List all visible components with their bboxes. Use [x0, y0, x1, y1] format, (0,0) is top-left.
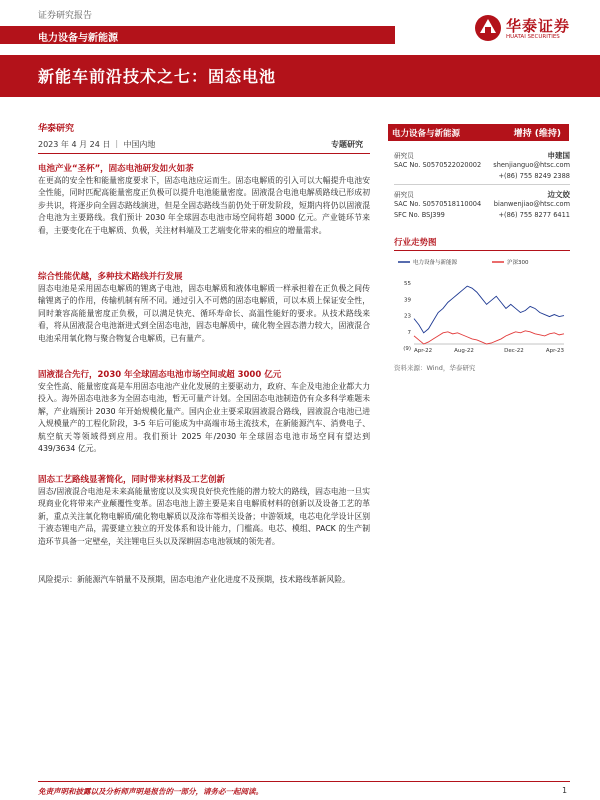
analyst-card-2 [394, 189, 570, 222]
legend-label: 电力设备与新能源 [413, 260, 458, 266]
sector-bar [0, 26, 395, 44]
analyst-role: 研究员 [394, 191, 414, 199]
report-category-label: 证券研究报告 [38, 11, 93, 21]
analyst-sac: SAC No. S0570518110004 [394, 200, 482, 208]
chart-legend [398, 258, 529, 266]
report-date: 2023 年 4 月 24 日 [38, 140, 111, 149]
x-tick-label: Apr-23 [545, 348, 564, 354]
analyst-phone: +(86) 755 8249 2388 [498, 172, 570, 180]
y-tick-label: 7 [407, 329, 411, 336]
x-tick-label: Dec-22 [504, 348, 524, 354]
section-1 [38, 163, 370, 237]
y-tick-label: (9) [403, 346, 411, 353]
footer-divider [38, 781, 570, 782]
series-line [414, 331, 564, 344]
y-tick-label: 39 [404, 297, 411, 304]
section-body: 固态电池是采用固态电解质的锂离子电池，固态电解质和液体电解质一样承担着在正负极之间传输锂离子的作用，传输机制有所不同。通过引入不可燃的固态电解质，可以本质上保证安全性，同时兼容高能量密度正负极，可以满足快充、循环寿命长、高温性能好的要求。从技术路线来看，将从固液混合电池渐进式到全固态电池，固态电解质中，硫化物全固态潜力较大，固液混合电池采用氧化物与聚合物复合电解质，已有量产。 [38, 284, 370, 343]
chart-series [414, 286, 564, 344]
risk-warning-text: 风险提示：新能源汽车销量不及预期，固态电池产业化进度不及预期，技术路线革新风险。 [38, 575, 350, 584]
page-number: 1 [562, 786, 568, 795]
sector-label: 电力设备与新能源 [38, 33, 118, 44]
report-type: 专题研究 [331, 140, 363, 149]
analyst-divider [394, 184, 570, 185]
series-line [414, 286, 564, 333]
x-tick-label: Apr-22 [414, 348, 433, 354]
trend-chart-title: 行业走势图 [394, 238, 437, 248]
logo-mark-icon [474, 14, 502, 42]
analyst-name: 边文姣 [547, 190, 570, 199]
section-body: 固态/固液混合电池是未来高能量密度以及实现良好快充性能的潜力较大的路线，固态电池一旦实现商业化将带来产业颠覆性变革。固态电池上游主要是来自电解质材料的创新以及设备工艺的革新，重点关注氧化物电解质/硫化物电解质以及涂布等相关设备；中游领域，电芯电化学设计区别于液态锂电产品，需要建立独立的开发体系和设计能力，门槛高。电芯、模组、PACK 的生产制造环节具备一定壁垒，关注锂电巨头以及深耕固态电池领域的领先者。 [38, 487, 370, 546]
analyst-card-1 [394, 150, 570, 183]
chart-source-note: 资料来源：Wind，华泰研究 [394, 364, 476, 372]
section-2 [38, 271, 370, 345]
analyst-email[interactable]: shenjianguo@htsc.com [493, 161, 570, 169]
trend-line-chart [394, 256, 570, 356]
analyst-email[interactable]: bianwenjiao@htsc.com [493, 200, 570, 208]
section-heading: 固液混合先行，2030 年全球固态电池市场空间或超 3000 亿元 [38, 370, 282, 380]
divider [38, 153, 370, 154]
rating-sector: 电力设备与新能源 [392, 129, 461, 139]
report-region: 中国内地 [123, 140, 156, 149]
logo-text-en: HUATAI SECURITIES [506, 34, 560, 40]
analyst-sfc: SFC No. BSJ399 [394, 211, 445, 219]
brand-logo [474, 14, 574, 44]
x-tick-label: Aug-22 [454, 348, 474, 354]
analyst-phone: +(86) 755 8277 6411 [498, 211, 570, 219]
section-4 [38, 474, 370, 548]
section-heading: 电池产业“圣杯”，固态电池研发如火如荼 [38, 164, 194, 174]
section-body: 在更高的安全性和能量密度要求下，固态电池应运而生。固态电解质的引入可以大幅提升电池安全性能，同时匹配高能量密度正负极可以提升电池能量密度。固液混合电池电解质路线已形成初步共识，将逐步向全固态路线演进，但是全固态路线当前仍处于研发阶段，短期内将仍以固液混合电池为主要路线。我们预计 2030 年全球固态电池市场空间将超 3000 亿元。产业链环节来看，主要变化在于电解质、负极，关注材料端及工艺端变化带来的相应的增量需求。 [38, 176, 370, 235]
y-tick-label: 55 [404, 281, 411, 288]
report-title: 新能车前沿技术之七：固态电池 [38, 67, 277, 86]
date-line [38, 139, 155, 150]
logo-text-cn: 华泰证券 [506, 17, 571, 35]
risk-warning [38, 574, 370, 586]
rating-value: 增持 (维持) [513, 129, 561, 139]
analyst-role: 研究员 [394, 152, 414, 160]
rating-bar [388, 124, 569, 141]
section-heading: 综合性能优越，多种技术路线并行发展 [38, 272, 183, 282]
section-heading: 固态工艺路线显著简化，同时带来材料及工艺创新 [38, 475, 226, 485]
analyst-sac: SAC No. S0570522020002 [394, 161, 482, 169]
meta-separator: ｜ [112, 140, 121, 149]
title-bar [0, 55, 600, 97]
research-label: 华泰研究 [38, 124, 75, 134]
section-body: 安全性高、能量密度高是车用固态电池产业化发展的主要驱动力，政府、车企及电池企业都大力投入。海外固态电池多为全固态电池，暂无可量产计划。全国固态电池制造仍有众多科学难题未解，产业端预计 2030 年开始规模化量产。国内企业主要采取固液混合路线，固液混合电池已进入规模量产的工程化阶段，3-5 年后可能成为中高端市场主流技术，在新能源汽车、消费电子、航空航天等领域得到应用。我们预计 2025 年/2030 年全球固态电池市场空间有望达到 439/3634 亿元。 [38, 382, 370, 454]
trend-divider [394, 250, 570, 251]
legend-label: 沪深300 [507, 260, 529, 266]
analyst-name: 申建国 [547, 151, 570, 160]
footer-disclaimer: 免责声明和披露以及分析师声明是报告的一部分，请务必一起阅读。 [38, 787, 263, 796]
section-3 [38, 369, 370, 455]
y-tick-label: 23 [404, 313, 411, 320]
